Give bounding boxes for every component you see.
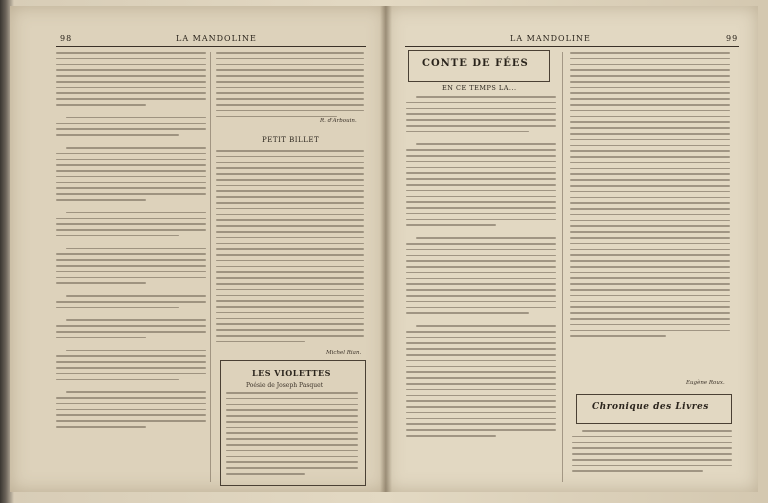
chronicle-body xyxy=(572,430,732,476)
left-column-1 xyxy=(56,52,206,432)
poem-body xyxy=(216,150,364,347)
right-journal-title: LA MANDOLINE xyxy=(510,34,591,43)
left-journal-title: LA MANDOLINE xyxy=(176,34,257,43)
right-column-1 xyxy=(406,96,556,441)
story-opening: EN CE TEMPS LA... xyxy=(442,84,517,92)
boxed-body xyxy=(226,392,358,479)
signature-1: R. d'Arbouin. xyxy=(320,118,357,124)
left-column-2 xyxy=(216,52,364,121)
binding-gutter xyxy=(380,6,392,492)
right-header-rule xyxy=(405,46,739,47)
chronicle-title: Chronique des Livres xyxy=(592,402,709,412)
left-column-divider xyxy=(210,52,211,482)
story-title: CONTE DE FÉES xyxy=(422,58,529,69)
right-column-divider xyxy=(562,52,563,482)
right-page-number: 99 xyxy=(726,34,739,43)
left-page-number: 98 xyxy=(60,34,73,43)
boxed-title: LES VIOLETTES xyxy=(252,368,331,378)
boxed-subtitle: Poésie de Joseph Pasquet xyxy=(246,382,324,389)
signature-2: Michel Rian. xyxy=(326,350,362,356)
left-header-rule xyxy=(56,46,366,47)
right-column-2 xyxy=(570,52,730,341)
poem-title: PETIT BILLET xyxy=(262,136,320,144)
story-signature: Eugène Roux. xyxy=(686,380,725,386)
